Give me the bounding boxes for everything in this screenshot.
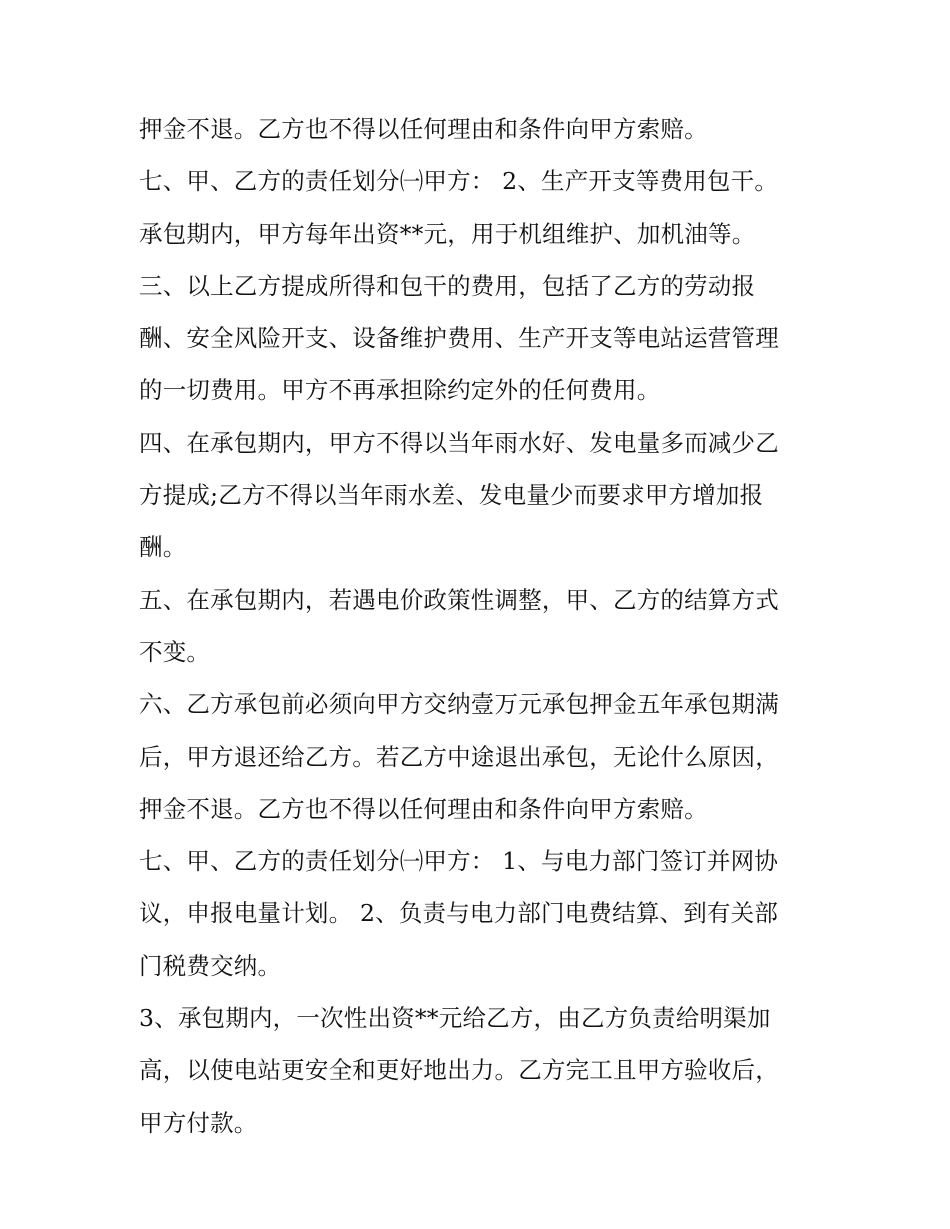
text-line: 五、在承包期内，若遇电价政策性调整，甲、乙方的结算方式: [139, 585, 779, 614]
text-line: 议，申报电量计划。 2、负责与电力部门电费结算、到有关部: [139, 899, 779, 928]
text-line: 承包期内，甲方每年出资**元，用于机组维护、加机油等。: [139, 219, 756, 248]
text-line: 三、以上乙方提成所得和包干的费用，包括了乙方的劳动报: [139, 271, 756, 300]
text-line: 高，以使电站更安全和更好地出力。乙方完工且甲方验收后，: [139, 1056, 779, 1085]
document-body: [139, 107, 819, 1153]
text-line: 后，甲方退还给乙方。若乙方中途退出承包，无论什么原因，: [139, 742, 779, 771]
text-line: 七、甲、乙方的责任划分㈠甲方： 1、与电力部门签订并网协: [139, 847, 779, 876]
text-line: 六、乙方承包前必须向甲方交纳壹万元承包押金五年承包期满: [139, 690, 779, 719]
text-line: 七、甲、乙方的责任划分㈠甲方： 2、生产开支等费用包干。: [139, 167, 779, 196]
text-line: 甲方付款。: [139, 1108, 258, 1137]
text-line: 押金不退。乙方也不得以任何理由和条件向甲方索赔。: [139, 794, 708, 823]
text-line: 3、承包期内，一次性出资**元给乙方，由乙方负责给明渠加: [139, 1004, 771, 1033]
text-line: 酬、安全风险开支、设备维护费用、生产开支等电站运营管理: [139, 324, 779, 353]
text-line: 押金不退。乙方也不得以任何理由和条件向甲方索赔。: [139, 115, 708, 143]
text-line: 不变。: [139, 637, 211, 666]
text-line: 门税费交纳。: [139, 951, 282, 980]
text-line: 酬。: [139, 533, 187, 562]
text-line: 四、在承包期内，甲方不得以当年雨水好、发电量多而减少乙: [139, 428, 779, 457]
text-line: 方提成;乙方不得以当年雨水差、发电量少而要求甲方增加报: [139, 481, 764, 510]
text-line: 的一切费用。甲方不再承担除约定外的任何费用。: [139, 376, 661, 405]
